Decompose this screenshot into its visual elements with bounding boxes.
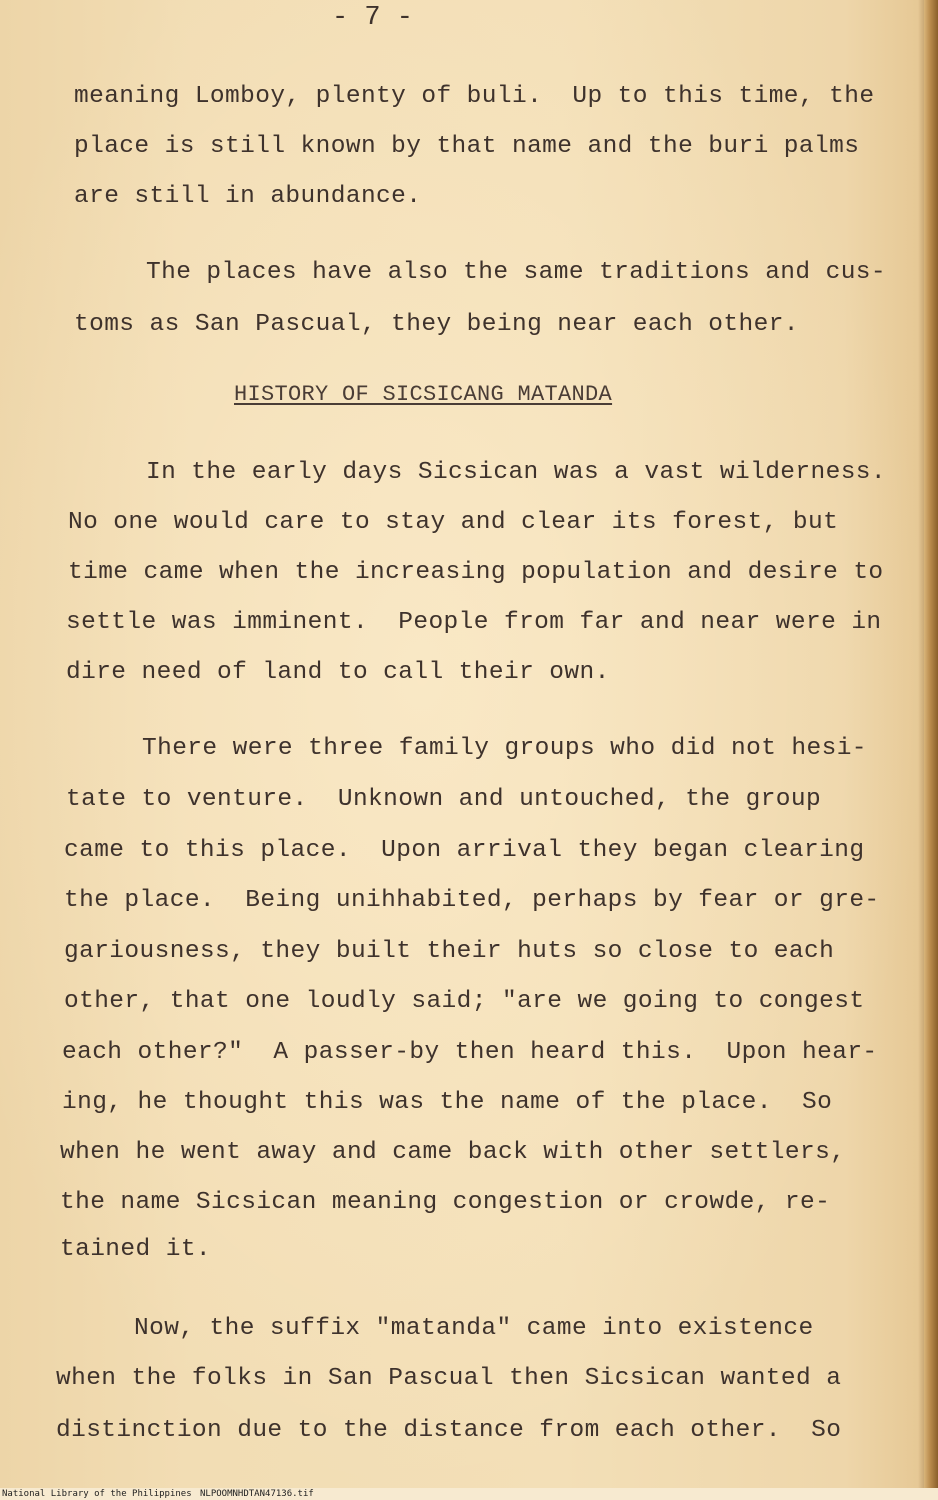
scan-footer	[0, 1488, 938, 1500]
footer-filename: NLPOOMNHDTAN47136.tif	[200, 1489, 314, 1499]
text-line: the name Sicsican meaning congestion or crowde, re-	[60, 1189, 831, 1216]
text-line: time came when the increasing population and desire to	[68, 559, 884, 586]
text-line: tained it.	[60, 1236, 212, 1263]
text-line: place is still known by that name and the buri palms	[74, 133, 860, 160]
text-line: tate to venture. Unknown and untouched, the group	[66, 786, 822, 813]
text-line: toms as San Pascual, they being near each other.	[74, 311, 799, 338]
section-heading: HISTORY OF SICSICANG MATANDA	[234, 382, 613, 407]
text-line: the place. Being unihhabited, perhaps by fear or gre-	[64, 887, 880, 914]
text-line: are still in abundance.	[74, 183, 422, 210]
text-line: In the early days Sicsican was a vast wilderness.	[146, 459, 887, 486]
footer-library: National Library of the Philippines	[2, 1489, 192, 1499]
text-line: The places have also the same traditions and cus-	[146, 259, 887, 286]
page-right-edge	[924, 0, 938, 1500]
text-line: No one would care to stay and clear its forest, but	[68, 509, 839, 536]
text-line: Now, the suffix "matanda" came into existence	[134, 1315, 814, 1342]
text-line: came to this place. Upon arrival they began clearing	[64, 837, 865, 864]
text-line: each other?" A passer-by then heard this. Upon hear-	[62, 1039, 878, 1066]
text-line: ing, he thought this was the name of the place. So	[62, 1089, 833, 1116]
text-line: when he went away and came back with other settlers,	[60, 1139, 846, 1166]
text-line: distinction due to the distance from each other. So	[56, 1417, 842, 1444]
text-line: gariousness, they built their huts so close to each	[64, 938, 835, 965]
text-line: dire need of land to call their own.	[66, 659, 610, 686]
text-line: when the folks in San Pascual then Sicsican wanted a	[56, 1365, 842, 1392]
text-line: other, that one loudly said; "are we going to congest	[64, 988, 865, 1015]
text-line: meaning Lomboy, plenty of buli. Up to this time, the	[74, 83, 875, 110]
page-number: - 7 -	[332, 3, 414, 33]
text-line: settle was imminent. People from far and near were in	[66, 609, 882, 636]
text-line: There were three family groups who did not hesi-	[142, 735, 867, 762]
